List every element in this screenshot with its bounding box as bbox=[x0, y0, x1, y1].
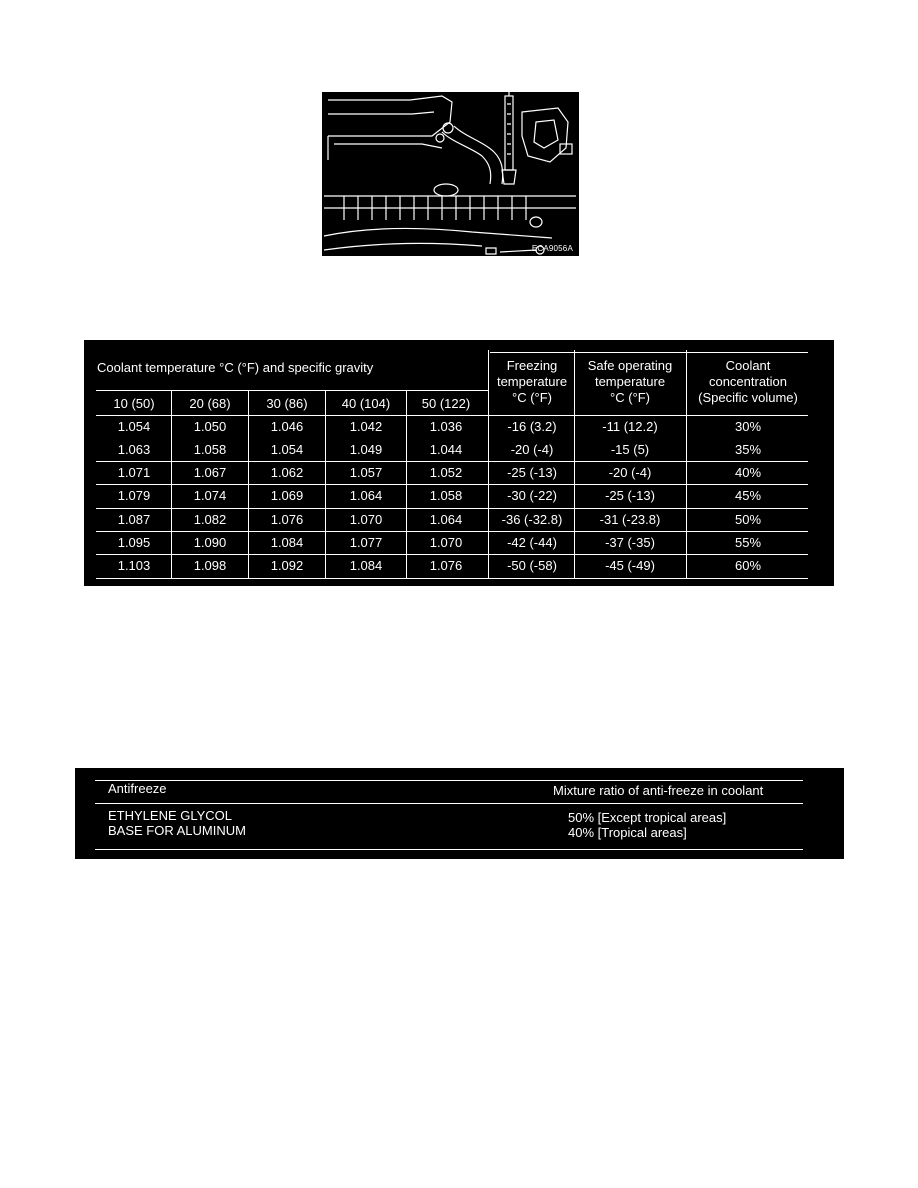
coolant-specific-gravity-table bbox=[84, 340, 834, 586]
temp-col-header: 30 (86) bbox=[266, 396, 308, 411]
mixture-ratio-line: 40% [Tropical areas] bbox=[568, 825, 687, 840]
specific-gravity-cell: 1.064 bbox=[349, 488, 383, 503]
specific-gravity-cell: 1.046 bbox=[270, 419, 304, 434]
antifreeze-column-header: Antifreeze bbox=[108, 781, 167, 796]
row-divider bbox=[96, 508, 808, 509]
engine-illustration bbox=[322, 92, 579, 256]
specific-gravity-cell: 1.084 bbox=[270, 535, 304, 550]
specific-gravity-cell: 1.052 bbox=[429, 465, 463, 480]
temp-col-header: 10 (50) bbox=[113, 396, 155, 411]
row-divider bbox=[96, 554, 808, 555]
specific-gravity-cell: 1.087 bbox=[117, 512, 151, 527]
af-top-rule bbox=[95, 780, 803, 781]
top-rule bbox=[490, 352, 808, 353]
temp-col-header: 40 (104) bbox=[341, 396, 391, 411]
freezing-temperature-cell: -36 (-32.8) bbox=[501, 512, 563, 527]
af-bottom-rule bbox=[95, 849, 803, 850]
bottom-rule bbox=[96, 578, 808, 579]
specific-gravity-cell: 1.095 bbox=[117, 535, 151, 550]
specific-gravity-cell: 1.069 bbox=[270, 488, 304, 503]
header-divider bbox=[96, 390, 488, 391]
antifreeze-mixture-table bbox=[75, 768, 844, 859]
safe-operating-temperature-cell: -45 (-49) bbox=[605, 558, 655, 573]
coolant-concentration-cell: 30% bbox=[734, 419, 762, 434]
engine-coolant-photo bbox=[322, 92, 579, 256]
specific-gravity-cell: 1.079 bbox=[117, 488, 151, 503]
specific-gravity-cell: 1.067 bbox=[193, 465, 227, 480]
specific-gravity-cell: 1.058 bbox=[193, 442, 227, 457]
specific-gravity-cell: 1.058 bbox=[429, 488, 463, 503]
specific-gravity-cell: 1.082 bbox=[193, 512, 227, 527]
specific-gravity-cell: 1.054 bbox=[117, 419, 151, 434]
specific-gravity-cell: 1.054 bbox=[270, 442, 304, 457]
specific-gravity-cell: 1.077 bbox=[349, 535, 383, 550]
antifreeze-type-line: ETHYLENE GLYCOL bbox=[108, 808, 233, 823]
coolant-concentration-cell: 60% bbox=[734, 558, 762, 573]
row-divider bbox=[96, 484, 808, 485]
coolant-concentration-cell: 50% bbox=[734, 512, 762, 527]
figure-code: ECA9056A bbox=[531, 244, 573, 253]
coolant-table-title: Coolant temperature °C (°F) and specific gravity bbox=[97, 360, 374, 375]
specific-gravity-cell: 1.076 bbox=[270, 512, 304, 527]
specific-gravity-cell: 1.062 bbox=[270, 465, 304, 480]
col-divider bbox=[488, 350, 489, 578]
safe-operating-temperature-cell: -25 (-13) bbox=[605, 488, 655, 503]
mixture-ratio-line: 50% [Except tropical areas] bbox=[568, 810, 727, 825]
specific-gravity-cell: 1.074 bbox=[193, 488, 227, 503]
freezing-temperature-cell: -20 (-4) bbox=[510, 442, 554, 457]
temp-col-header: 20 (68) bbox=[189, 396, 231, 411]
specific-gravity-cell: 1.070 bbox=[429, 535, 463, 550]
specific-gravity-cell: 1.063 bbox=[117, 442, 151, 457]
specific-gravity-cell: 1.057 bbox=[349, 465, 383, 480]
mixture-ratio-column-header: Mixture ratio of anti-freeze in coolant bbox=[553, 783, 764, 798]
col-divider bbox=[686, 350, 687, 578]
row-divider bbox=[96, 461, 808, 462]
coolant-concentration-cell: 55% bbox=[734, 535, 762, 550]
row-divider bbox=[96, 531, 808, 532]
specific-gravity-cell: 1.036 bbox=[429, 419, 463, 434]
freezing-temperature-cell: -42 (-44) bbox=[507, 535, 557, 550]
safe-operating-temperature-header: Safe operating temperature °C (°F) bbox=[587, 358, 673, 405]
freezing-temperature-cell: -16 (3.2) bbox=[507, 419, 557, 434]
coolant-concentration-header: Coolant concentration (Specific volume) bbox=[698, 358, 798, 405]
specific-gravity-cell: 1.090 bbox=[193, 535, 227, 550]
coolant-concentration-cell: 40% bbox=[734, 465, 762, 480]
specific-gravity-cell: 1.070 bbox=[349, 512, 383, 527]
col-divider bbox=[574, 350, 575, 578]
af-header-rule bbox=[95, 803, 803, 804]
freezing-temperature-cell: -50 (-58) bbox=[507, 558, 557, 573]
specific-gravity-cell: 1.071 bbox=[117, 465, 151, 480]
coolant-concentration-cell: 45% bbox=[734, 488, 762, 503]
temp-col-header: 50 (122) bbox=[421, 396, 471, 411]
safe-operating-temperature-cell: -15 (5) bbox=[610, 442, 650, 457]
specific-gravity-cell: 1.050 bbox=[193, 419, 227, 434]
specific-gravity-cell: 1.049 bbox=[349, 442, 383, 457]
specific-gravity-cell: 1.064 bbox=[429, 512, 463, 527]
coolant-concentration-cell: 35% bbox=[734, 442, 762, 457]
specific-gravity-cell: 1.103 bbox=[117, 558, 151, 573]
specific-gravity-cell: 1.084 bbox=[349, 558, 383, 573]
specific-gravity-cell: 1.076 bbox=[429, 558, 463, 573]
specific-gravity-cell: 1.098 bbox=[193, 558, 227, 573]
safe-operating-temperature-cell: -31 (-23.8) bbox=[599, 512, 661, 527]
freezing-temperature-header: Freezing temperature °C (°F) bbox=[496, 358, 568, 405]
safe-operating-temperature-cell: -20 (-4) bbox=[608, 465, 652, 480]
freezing-temperature-cell: -30 (-22) bbox=[507, 488, 557, 503]
specific-gravity-cell: 1.092 bbox=[270, 558, 304, 573]
safe-operating-temperature-cell: -11 (12.2) bbox=[602, 419, 658, 434]
specific-gravity-cell: 1.042 bbox=[349, 419, 383, 434]
safe-operating-temperature-cell: -37 (-35) bbox=[605, 535, 655, 550]
specific-gravity-cell: 1.044 bbox=[429, 442, 463, 457]
header-bottom-rule bbox=[96, 415, 808, 416]
freezing-temperature-cell: -25 (-13) bbox=[507, 465, 557, 480]
antifreeze-type-line: BASE FOR ALUMINUM bbox=[108, 823, 246, 838]
